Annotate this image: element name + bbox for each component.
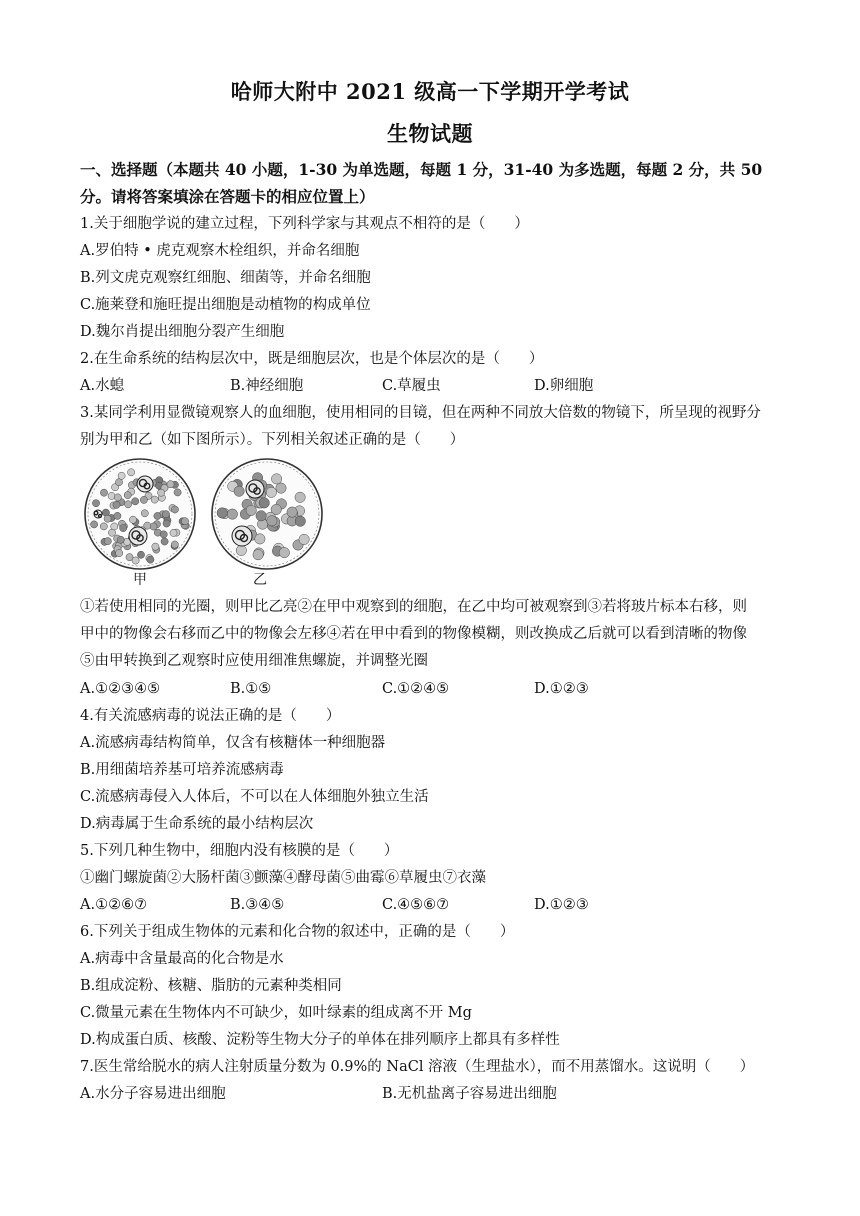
q5-option-a: A.①②⑥⑦ (80, 897, 148, 913)
q1-option-b: B.列文虎克观察红细胞、细菌等，并命名细胞 (80, 270, 371, 286)
figure-label-yi: 乙 (253, 572, 267, 588)
q7-option-b: B.无机盐离子容易进出细胞 (382, 1086, 557, 1102)
microscope-field-yi (212, 459, 322, 569)
q3-statement-line2: 甲中的物像会右移而乙中的物像会左移④若在甲中看到的物像模糊，则改换成乙后就可以看到清晰的物像 (80, 626, 747, 642)
q2-stem: 2.在生命系统的结构层次中，既是细胞层次，也是个体层次的是（ ） (80, 351, 544, 367)
q7-option-a: A.水分子容易进出细胞 (80, 1086, 226, 1102)
q3-stem-line1: 3.某同学利用显微镜观察人的血细胞，使用相同的目镜，但在两种不同放大倍数的物镜下，所呈现的视野分 (80, 405, 761, 421)
section-heading: 一、选择题（本题共 40 小题，1-30 为单选题，每题 1 分，31-40 为多选题，每题 2 分，共 50 分。请将答案填涂在答题卡的相应位置上） (80, 160, 763, 206)
q1-option-c: C.施莱登和施旺提出细胞是动植物的构成单位 (80, 297, 371, 313)
q6-option-c: C.微量元素在生物体内不可缺少，如叶绿素的组成离不开 Mg (80, 1005, 472, 1021)
q3-statement-line1: ①若使用相同的光圈，则甲比乙亮②在甲中观察到的细胞，在乙中均可被观察到③若将玻片标本右移，则 (80, 599, 747, 615)
q2-option-c: C.草履虫 (382, 378, 441, 394)
q4-option-a: A.流感病毒结构简单，仅含有核糖体一种细胞器 (80, 735, 386, 751)
q2-option-d: D.卵细胞 (534, 378, 594, 394)
microscope-field-jia (85, 459, 195, 569)
q2-option-b: B.神经细胞 (230, 378, 304, 394)
q1-option-a: A.罗伯特 • 虎克观察木栓组织，并命名细胞 (80, 243, 360, 259)
q5-organism-list: ①幽门螺旋菌②大肠杆菌③颤藻④酵母菌⑤曲霉⑥草履虫⑦衣藻 (80, 870, 486, 886)
q1-option-d: D.魏尔肖提出细胞分裂产生细胞 (80, 324, 285, 340)
q1-stem: 1.关于细胞学说的建立过程，下列科学家与其观点不相符的是（ ） (80, 216, 529, 232)
q4-option-b: B.用细菌培养基可培养流感病毒 (80, 762, 284, 778)
q3-option-d: D.①②③ (534, 681, 589, 697)
q3-option-b: B.①⑤ (230, 681, 272, 697)
q5-stem: 5.下列几种生物中，细胞内没有核膜的是（ ） (80, 843, 399, 859)
microscope-views-figure (80, 452, 340, 592)
exam-title: 哈师大附中 2021 级高一下学期开学考试 (230, 79, 630, 104)
q6-option-d: D.构成蛋白质、核酸、淀粉等生物大分子的单体在排列顺序上都具有多样性 (80, 1032, 560, 1048)
q4-stem: 4.有关流感病毒的说法正确的是（ ） (80, 708, 341, 724)
figure-label-jia: 甲 (133, 572, 147, 588)
exam-subtitle: 生物试题 (387, 121, 473, 146)
q6-option-b: B.组成淀粉、核糖、脂肪的元素种类相同 (80, 978, 342, 994)
q7-stem: 7.医生常给脱水的病人注射质量分数为 0.9%的 NaCl 溶液（生理盐水），而不用蒸馏水。这说明（ ） (80, 1059, 755, 1075)
q4-option-c: C.流感病毒侵入人体后，不可以在人体细胞外独立生活 (80, 789, 429, 805)
q6-stem: 6.下列关于组成生物体的元素和化合物的叙述中，正确的是（ ） (80, 924, 515, 940)
q4-option-d: D.病毒属于生命系统的最小结构层次 (80, 816, 314, 832)
q3-option-c: C.①②④⑤ (382, 681, 450, 697)
q2-option-a: A.水螅 (80, 378, 125, 394)
q3-stem-line2: 别为甲和乙（如下图所示）。下列相关叙述正确的是（ ） (80, 432, 465, 448)
q5-option-c: C.④⑤⑥⑦ (382, 897, 450, 913)
q3-option-a: A.①②③④⑤ (80, 681, 161, 697)
q5-option-b: B.③④⑤ (230, 897, 285, 913)
q3-statement-line3: ⑤由甲转换到乙观察时应使用细准焦螺旋，并调整光圈 (80, 653, 428, 669)
q5-option-d: D.①②③ (534, 897, 589, 913)
q6-option-a: A.病毒中含量最高的化合物是水 (80, 951, 284, 967)
